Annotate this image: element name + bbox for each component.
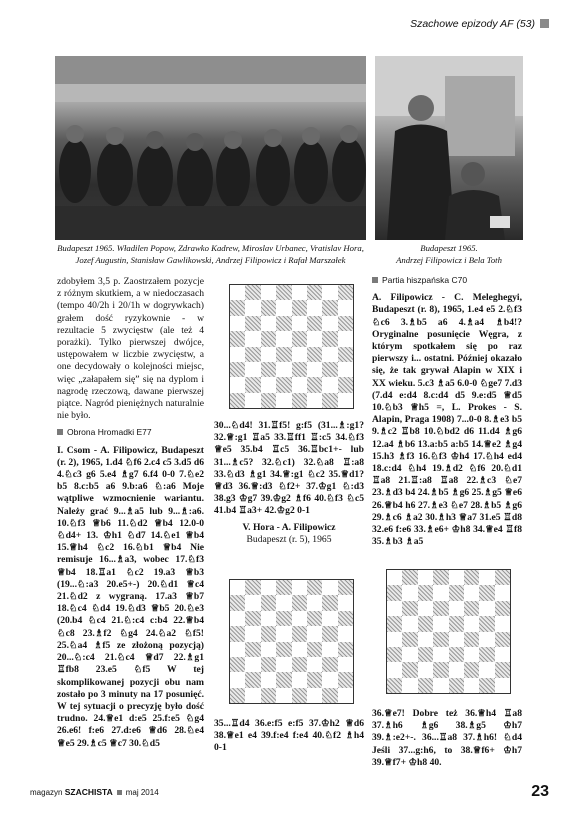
board-square bbox=[261, 626, 276, 641]
game3-continuation: 36.♕e7! Dobre też 36.♕h4 ♖a8 37.♗h6 ♗g6 38.♗g5 ♔h7 39.♗:e2+-. 36...♖a8 37.♗h6! ♘d4 Jeśli 37...g:h6, to 38.♕f6+ ♔h7 39.♕f7+ ♔h8 40. bbox=[372, 708, 522, 768]
board-square bbox=[479, 632, 494, 647]
board-square bbox=[338, 657, 353, 672]
board-square bbox=[230, 362, 245, 377]
board-square bbox=[338, 688, 353, 703]
board-square bbox=[245, 300, 260, 315]
board-square bbox=[387, 632, 402, 647]
board-square bbox=[433, 616, 448, 631]
board-square bbox=[479, 601, 494, 616]
board-square bbox=[387, 678, 402, 693]
board-square bbox=[338, 626, 353, 641]
board-square bbox=[307, 362, 322, 377]
board-square bbox=[479, 647, 494, 662]
board-square bbox=[322, 331, 337, 346]
board-square bbox=[418, 647, 433, 662]
board-square bbox=[307, 611, 322, 626]
board-square bbox=[322, 285, 337, 300]
board-square bbox=[464, 601, 479, 616]
board-square bbox=[322, 626, 337, 641]
board-square bbox=[245, 688, 260, 703]
board-square bbox=[276, 595, 291, 610]
board-square bbox=[307, 688, 322, 703]
board-square bbox=[245, 347, 260, 362]
board-square bbox=[322, 580, 337, 595]
game3-text bbox=[372, 292, 522, 548]
board-square bbox=[338, 377, 353, 392]
board-square bbox=[230, 595, 245, 610]
board-square bbox=[307, 642, 322, 657]
intro-paragraph: zdobyłem 3,5 p. Zaostrzałem pozycje z różnym skutkiem, a w niedoczasach (tempo 40/2h i 20/1h w dogrywkach) grałem dość ryzykownie - w rezultacie 5 zwycięstw (ale też 4 porażki). Tylko pierwszej dwójce, ustępowałem w liczbie zwycięstw, a one decydowały o kolejności miejsc, więc „załapałem się” się na dyplom i nagrodę rzeczową, dawane pierwszej piątce. Nagród pieniężnych naturalnie nie było. bbox=[57, 276, 204, 422]
board-square bbox=[276, 347, 291, 362]
board-square bbox=[387, 616, 402, 631]
board-square bbox=[276, 362, 291, 377]
board-square bbox=[230, 657, 245, 672]
board-square bbox=[322, 362, 337, 377]
group-photo bbox=[55, 56, 366, 240]
board-square bbox=[307, 331, 322, 346]
board-square bbox=[261, 580, 276, 595]
board-square bbox=[322, 393, 337, 408]
board-square bbox=[418, 585, 433, 600]
board-square bbox=[230, 611, 245, 626]
board-squares bbox=[230, 285, 353, 408]
board-square bbox=[338, 331, 353, 346]
board-square bbox=[292, 672, 307, 687]
board-square bbox=[464, 570, 479, 585]
board-square bbox=[261, 611, 276, 626]
board-square bbox=[402, 632, 417, 647]
column-2-bottom bbox=[214, 718, 364, 755]
board-square bbox=[276, 316, 291, 331]
board-square bbox=[261, 347, 276, 362]
board-square bbox=[292, 611, 307, 626]
board-square bbox=[245, 657, 260, 672]
board-square bbox=[449, 616, 464, 631]
game1-text bbox=[57, 445, 204, 750]
board-square bbox=[230, 642, 245, 657]
board-square bbox=[230, 626, 245, 641]
board-square bbox=[433, 632, 448, 647]
opening-name: Partia hiszpańska C70 bbox=[382, 275, 468, 285]
board-square bbox=[245, 611, 260, 626]
board-square bbox=[261, 595, 276, 610]
board-square bbox=[245, 316, 260, 331]
board-square bbox=[245, 672, 260, 687]
board-square bbox=[292, 688, 307, 703]
board-square bbox=[464, 585, 479, 600]
running-header bbox=[410, 18, 549, 30]
board-square bbox=[449, 632, 464, 647]
right-photo-caption bbox=[375, 243, 523, 266]
board-square bbox=[276, 626, 291, 641]
board-square bbox=[230, 331, 245, 346]
board-square bbox=[230, 300, 245, 315]
board-square bbox=[495, 678, 510, 693]
board-square bbox=[322, 347, 337, 362]
game1-moves: , Budapeszt (r. 2), 1965, 1.d4 ♘f6 2.c4 c5 3.d5 d6 4.♘c3 g6 5.e4 ♗g7 6.f4 0-0 7.♘e2 b5 8.c:b5 a6 9.b:a6 ♘:a6 Moje wątpliwe wzmocnienie wariantu. Należy grać 9...♗a5 lub 9...♗:a6. 10.♘f3 ♕b6 11.♘d2 ♕b4 12.0-0 ♘d4+ 13. ♔h1 ♘d7 14.♘e1 ♕b4 15.♕h4 ♘c2 16.♘b1 ♕b4 Nie remisuje 16...♗a3, wobec 17.♘f3 ♕b4 18.♖a1 ♘c2 19.a3 ♕b3 (19...♘:a3 20.e5+-) 20.♘d1 ♕c4 21.♘d2 z wygraną. 17.a3 ♕b7 18.♘c4 ♘d4 19.♘d3 ♕b5 20.♘e3 (20.b4 ♘c4 21.♘:c4 c:b4 22.♕b4 ♘c8 23.♗f2 ♘g4 24.♘a2 ♘f5! 25.♘a4 ♗f5 ze złożoną pozycją) 20...♘:c4 21.♘c4 ♕d7 22.♗g1 ♖fb8 23.e5 ♘f5 W tej skomplikowanej pozycji obu nam zostało po 3 minuty na 17 posunięć. W tej sytuacji o precyzję było dość trudno. 24.♕e1 d:e5 25.f:e5 ♘g4 26.e6! f:e6 27.d:e6 ♕d6 28.♘e4 ♕e5 29.♗c5 ♕c7 30.♘d5 bbox=[57, 444, 204, 749]
opening-heading-2 bbox=[372, 274, 522, 286]
board-square bbox=[230, 393, 245, 408]
board-square bbox=[230, 377, 245, 392]
board-square bbox=[479, 570, 494, 585]
board-square bbox=[449, 678, 464, 693]
board-square bbox=[230, 316, 245, 331]
footer-magazine-name: SZACHISTA bbox=[64, 787, 113, 797]
board-square bbox=[402, 647, 417, 662]
left-photo-caption: Budapeszt 1965. Władilen Popow, Zdrawko Kadrew, Miroslav Urbanec, Vratislav Hora, Jozef Augustin, Stanisław Gawlikowski, Andrzej Filipowicz i Rafał Marszałek bbox=[57, 243, 364, 265]
chess-diagram-3 bbox=[386, 569, 511, 694]
board-square bbox=[338, 393, 353, 408]
board-square bbox=[292, 331, 307, 346]
board-square bbox=[245, 642, 260, 657]
board-square bbox=[292, 377, 307, 392]
board-square bbox=[402, 601, 417, 616]
board-square bbox=[276, 393, 291, 408]
board-square bbox=[261, 393, 276, 408]
board-square bbox=[418, 662, 433, 677]
board-square bbox=[449, 585, 464, 600]
board-square bbox=[292, 580, 307, 595]
board-square bbox=[245, 331, 260, 346]
board-square bbox=[338, 362, 353, 377]
board-square bbox=[402, 678, 417, 693]
board-square bbox=[402, 570, 417, 585]
board-square bbox=[433, 585, 448, 600]
board-square bbox=[338, 347, 353, 362]
board-square bbox=[245, 285, 260, 300]
board-square bbox=[245, 580, 260, 595]
board-square bbox=[276, 688, 291, 703]
board-square bbox=[292, 657, 307, 672]
board-square bbox=[307, 672, 322, 687]
board-square bbox=[387, 570, 402, 585]
board-square bbox=[261, 362, 276, 377]
board-square bbox=[261, 285, 276, 300]
board-square bbox=[292, 300, 307, 315]
board-square bbox=[418, 601, 433, 616]
board-square bbox=[338, 300, 353, 315]
board-square bbox=[433, 647, 448, 662]
board-square bbox=[464, 616, 479, 631]
board-square bbox=[495, 601, 510, 616]
board-square bbox=[322, 595, 337, 610]
board-square bbox=[495, 647, 510, 662]
board-square bbox=[464, 678, 479, 693]
board-square bbox=[276, 331, 291, 346]
board-square bbox=[245, 377, 260, 392]
opening-heading-1 bbox=[57, 426, 204, 438]
board-square bbox=[338, 595, 353, 610]
board-square bbox=[292, 595, 307, 610]
header-title: Szachowe epizody AF (53) bbox=[410, 18, 535, 30]
board-square bbox=[495, 662, 510, 677]
board-square bbox=[418, 616, 433, 631]
board-square bbox=[261, 657, 276, 672]
game1-title: I. Csom - A. Filipowicz bbox=[57, 444, 156, 456]
footer bbox=[30, 787, 159, 797]
board-square bbox=[338, 580, 353, 595]
board-square bbox=[322, 672, 337, 687]
board-square bbox=[464, 647, 479, 662]
board-square bbox=[292, 316, 307, 331]
board-square bbox=[495, 585, 510, 600]
right-caption-line2: Andrzej Filipowicz i Bela Toth bbox=[396, 254, 502, 265]
board-square bbox=[307, 580, 322, 595]
board-square bbox=[261, 331, 276, 346]
board-square bbox=[338, 611, 353, 626]
page-number: 23 bbox=[531, 783, 549, 800]
column-1 bbox=[57, 276, 204, 750]
board-square bbox=[322, 688, 337, 703]
game1-continuation: 30...♘d4! 31.♖f5! g:f5 (31...♗:g1? 32.♕:g1 ♖a5 33.♖ff1 ♖:c5 34.♘f3 ♕e5 35.b4 ♖c5 36.♖bc1+- lub 31...♗c5? 32.♘c1) 32.♘a8 ♖:a8 33.♘d3 ♗g1 34.♕:g1 ♘c2 35.♕d1? ♕d3 36.♕:d3 ♘f2+ 37.♔g1 ♘:d3 38.g3 ♔g7 39.♔g2 ♗f6 40.♘f3 ♘c5 41.b4 ♖a3+ 42.♔g2 0-1 bbox=[214, 420, 364, 517]
players-photo bbox=[375, 56, 523, 240]
board-square bbox=[418, 678, 433, 693]
board-square bbox=[230, 285, 245, 300]
board-square bbox=[433, 601, 448, 616]
board-square bbox=[261, 642, 276, 657]
board-square bbox=[292, 347, 307, 362]
game3-title: A. Filipowicz - C. Meleghegyi bbox=[372, 292, 520, 304]
chess-diagram-1 bbox=[229, 284, 354, 409]
board-square bbox=[261, 300, 276, 315]
board-square bbox=[418, 632, 433, 647]
board-square bbox=[322, 657, 337, 672]
board-square bbox=[307, 626, 322, 641]
board-square bbox=[276, 611, 291, 626]
board-square bbox=[292, 285, 307, 300]
board-square bbox=[449, 662, 464, 677]
board-square bbox=[449, 601, 464, 616]
board-square bbox=[402, 616, 417, 631]
board-square bbox=[322, 377, 337, 392]
game2-subtitle: Budapeszt (r. 5), 1965 bbox=[246, 533, 332, 545]
column-2 bbox=[214, 420, 364, 546]
board-square bbox=[479, 616, 494, 631]
board-square bbox=[292, 642, 307, 657]
board-square bbox=[230, 672, 245, 687]
board-square bbox=[245, 362, 260, 377]
board-squares bbox=[230, 580, 353, 703]
board-square bbox=[307, 347, 322, 362]
board-square bbox=[276, 642, 291, 657]
game3-moves: , Budapeszt (r. 8), 1965, 1.e4 e5 2.♘f3 ♘c6 3.♗b5 a6 4.♗a4 ♗b4!? Oryginalne posunięcie Węgra, z którym spotkałem się po raz pierwszy i... ostatni. Później okazało się, że tak grywał Alapin w XIX i XX wieku. 5.c3 ♗a5 6.0-0 ♘ge7 7.d3 (7.d4 e:d4 8.c:d4 d5 9.e:d5 ♕d5 10.♘b3 ♕h5 =, L. Prokes - S. Alapin, Praga 1908) 7...0-0 8.♗e3 b5 9.♗c2 ♖b8 10.♘bd2 d6 11.d4 ♗g6 12.a4 ♗b6 13.a:b5 a:b5 14.♕e2 ♗g4 15.h3 ♗f3 16.♘f3 ♔h4 17.♘h4 ed4 18.c:d4 ♘h4 19.♗d2 ♘f6 20.♘d1 ♖a8 21.♖:a8 ♖a8 22.♗c3 ♘e7 23.♗d3 b4 24.♗b5 ♗g6 25.♗g5 ♕e6 26.♕b4 h6 27.♗e3 ♘e7 28.♗b5 ♗g6 29.♗c6 ♗a2 30.♗h3 ♕a7 31.e5 ♖d8 32.e6 f:e6 33.♗e6+ ♔h8 34.♕e4 ♖f8 35.♗b3 ♗a5 bbox=[372, 292, 522, 548]
board-square bbox=[387, 585, 402, 600]
board-square bbox=[276, 580, 291, 595]
board-square bbox=[464, 632, 479, 647]
footer-month: maj bbox=[125, 788, 139, 797]
board-square bbox=[464, 662, 479, 677]
board-square bbox=[261, 672, 276, 687]
group-photo-figures bbox=[55, 56, 366, 240]
board-square bbox=[495, 632, 510, 647]
board-square bbox=[322, 316, 337, 331]
column-3-bottom bbox=[372, 708, 522, 769]
game2-moves: 35...♖d4 36.e:f5 e:f5 37.♔h2 ♕d6 38.♕e1 e4 39.f:e4 f:e4 40.♘f2 ♗h4 0-1 bbox=[214, 718, 364, 754]
board-square bbox=[338, 672, 353, 687]
game2-title: V. Hora - A. Filipowicz bbox=[242, 521, 336, 533]
board-square bbox=[433, 570, 448, 585]
board-square bbox=[338, 285, 353, 300]
board-square bbox=[449, 647, 464, 662]
board-square bbox=[495, 616, 510, 631]
right-caption-line1: Budapeszt 1965. bbox=[420, 243, 478, 253]
players-photo-figures bbox=[375, 56, 523, 240]
board-square bbox=[261, 377, 276, 392]
board-square bbox=[307, 595, 322, 610]
board-square bbox=[322, 300, 337, 315]
board-square bbox=[292, 626, 307, 641]
board-square bbox=[245, 393, 260, 408]
column-3 bbox=[372, 270, 522, 548]
board-square bbox=[322, 611, 337, 626]
board-square bbox=[276, 672, 291, 687]
heading-square-icon bbox=[372, 277, 378, 283]
board-square bbox=[245, 626, 260, 641]
board-square bbox=[307, 300, 322, 315]
board-square bbox=[245, 595, 260, 610]
footer-square-icon bbox=[117, 790, 122, 795]
board-square bbox=[230, 580, 245, 595]
board-square bbox=[402, 585, 417, 600]
board-square bbox=[307, 657, 322, 672]
board-square bbox=[479, 662, 494, 677]
board-square bbox=[292, 362, 307, 377]
heading-square-icon bbox=[57, 429, 63, 435]
board-square bbox=[387, 662, 402, 677]
board-square bbox=[261, 316, 276, 331]
board-square bbox=[230, 688, 245, 703]
board-square bbox=[307, 377, 322, 392]
board-square bbox=[387, 647, 402, 662]
board-square bbox=[338, 642, 353, 657]
board-square bbox=[276, 285, 291, 300]
opening-name: Obrona Hromadki E77 bbox=[67, 427, 152, 438]
board-square bbox=[338, 316, 353, 331]
board-square bbox=[276, 300, 291, 315]
board-square bbox=[307, 285, 322, 300]
board-square bbox=[276, 377, 291, 392]
board-square bbox=[322, 642, 337, 657]
board-square bbox=[276, 657, 291, 672]
board-square bbox=[230, 347, 245, 362]
board-square bbox=[402, 662, 417, 677]
board-square bbox=[418, 570, 433, 585]
board-square bbox=[292, 393, 307, 408]
board-square bbox=[449, 570, 464, 585]
board-square bbox=[387, 601, 402, 616]
board-square bbox=[479, 585, 494, 600]
board-square bbox=[479, 678, 494, 693]
header-square-icon bbox=[540, 19, 549, 28]
board-square bbox=[495, 570, 510, 585]
footer-year: 2014 bbox=[140, 788, 159, 797]
board-square bbox=[307, 316, 322, 331]
footer-magazine: magazyn bbox=[30, 788, 63, 797]
board-square bbox=[307, 393, 322, 408]
chess-diagram-2 bbox=[229, 579, 354, 704]
board-square bbox=[433, 662, 448, 677]
board-square bbox=[433, 678, 448, 693]
board-square bbox=[261, 688, 276, 703]
board-squares bbox=[387, 570, 510, 693]
